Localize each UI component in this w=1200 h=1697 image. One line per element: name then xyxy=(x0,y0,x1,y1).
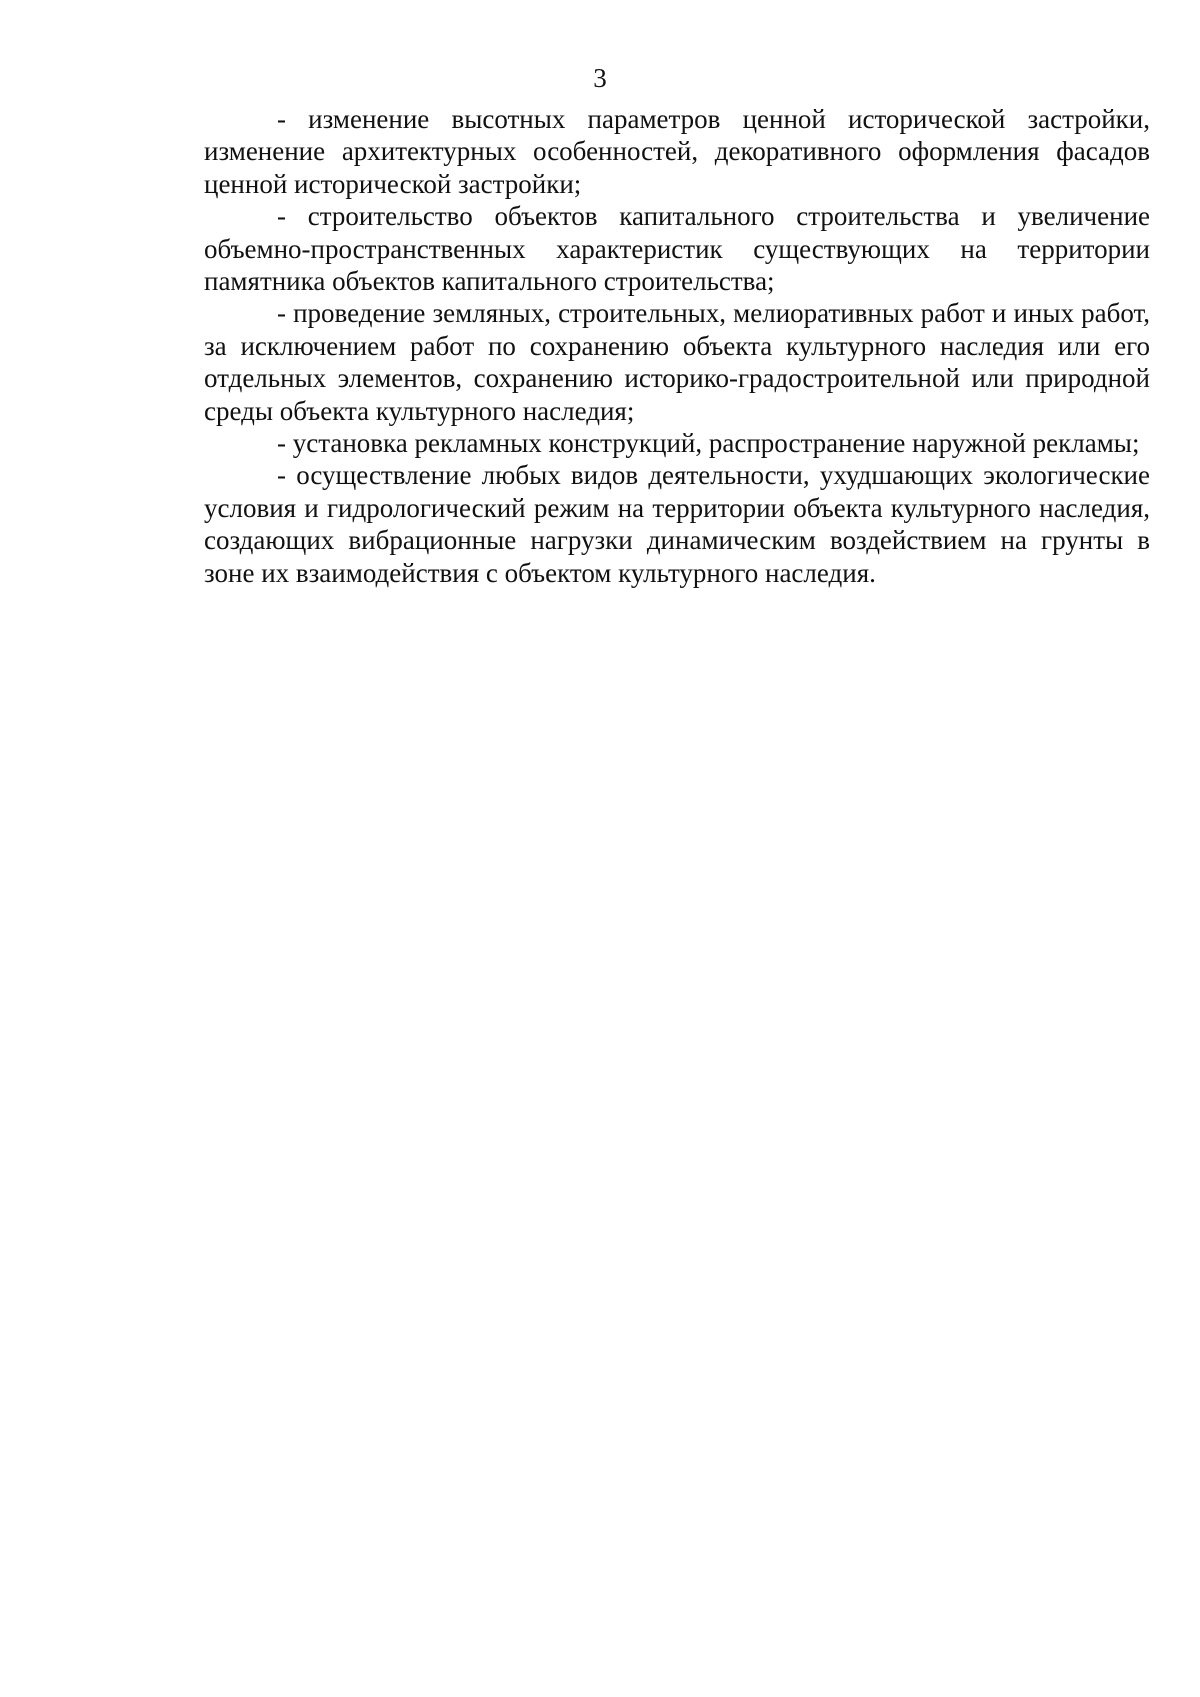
list-item: - проведение земляных, строительных, мелиоративных работ и иных работ, за исключением работ по сохранению объекта культурного наследия или его отдельных элементов, сохранению историко-градостроительной или природной среды объекта культурного наследия; xyxy=(204,298,1150,426)
list-item: - строительство объектов капитального строительства и увеличение объемно-пространственных характеристик существующих на территории памятника объектов капитального строительства; xyxy=(204,201,1150,297)
page-number: 3 xyxy=(593,63,607,93)
list-item: - установка рекламных конструкций, распространение наружной рекламы; xyxy=(277,428,1140,459)
list-item: - изменение высотных параметров ценной исторической застройки, изменение архитектурных особенностей, декоративного оформления фасадов ценной исторической застройки; xyxy=(204,104,1150,199)
document-body xyxy=(204,103,1150,589)
list-item: - осуществление любых видов деятельности, ухудшающих экологические условия и гидрологический режим на территории объекта культурного наследия, создающих вибрационные нагрузки динамическим воздействием на грунты в зоне их взаимодействия с объектом культурного наследия. xyxy=(204,460,1150,588)
